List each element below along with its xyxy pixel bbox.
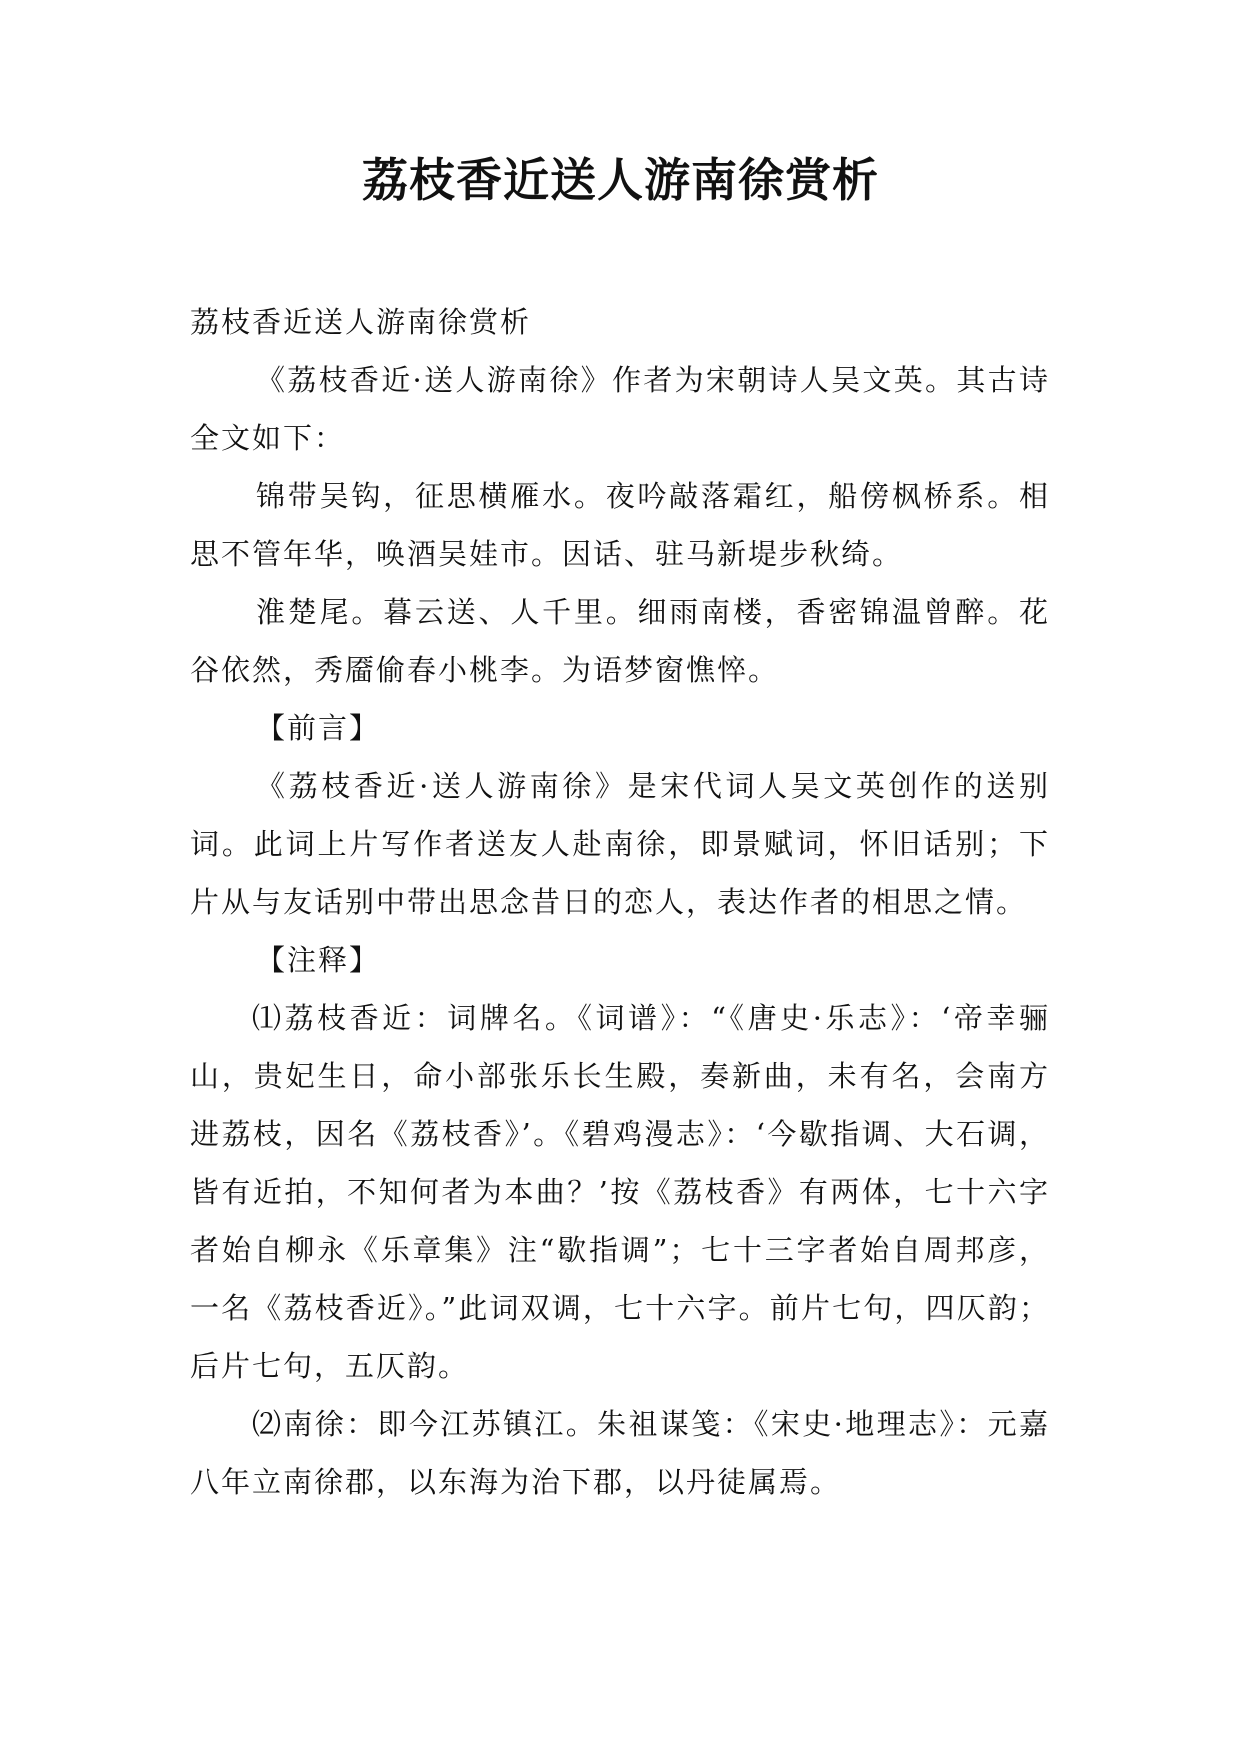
document-body bbox=[190, 293, 1050, 1511]
notes-heading: 【注释】 bbox=[256, 943, 381, 977]
note-2: ⑵南徐：即今江苏镇江。朱祖谋笺：《宋史·地理志》：元嘉八年立南徐郡，以东海为治下郡，以丹徒属焉。 bbox=[190, 1407, 1050, 1499]
poem-stanza-2: 淮楚尾。暮云送、人千里。细雨南楼，香密锦温曾醉。花谷依然，秀靥偷春小桃李。为语梦窗憔悴。 bbox=[190, 595, 1050, 687]
preface-paragraph: 《荔枝香近·送人游南徐》是宋代词人吴文英创作的送别词。此词上片写作者送友人赴南徐，即景赋词，怀旧话别；下片从与友话别中带出思念昔日的恋人，表达作者的相思之情。 bbox=[190, 769, 1050, 919]
document-title: 荔枝香近送人游南徐赏析 bbox=[362, 153, 879, 207]
poem-stanza-1: 锦带吴钩，征思横雁水。夜吟敲落霜红，船傍枫桥系。相思不管年华，唤酒吴娃市。因话、驻马新堤步秋绮。 bbox=[190, 479, 1050, 571]
note-1: ⑴荔枝香近：词牌名。《词谱》：“《唐史·乐志》：‘帝幸骊山，贵妃生日，命小部张乐长生殿，奏新曲，未有名，会南方进荔枝，因名《荔枝香》’。《碧鸡漫志》：‘今歇指调、大石调，皆有近拍，不知何者为本曲？’按《荔枝香》有两体，七十六字者始自柳永《乐章集》注“歇指调”；七十三字者始自周邦彦，一名《荔枝香近》。”此词双调，七十六字。前片七句，四仄韵；后片七句，五仄韵。 bbox=[190, 1001, 1050, 1383]
subtitle-line: 荔枝香近送人游南徐赏析 bbox=[190, 305, 532, 339]
preface-heading: 【前言】 bbox=[256, 711, 381, 745]
intro-paragraph: 《荔枝香近·送人游南徐》作者为宋朝诗人吴文英。其古诗全文如下： bbox=[190, 363, 1050, 455]
